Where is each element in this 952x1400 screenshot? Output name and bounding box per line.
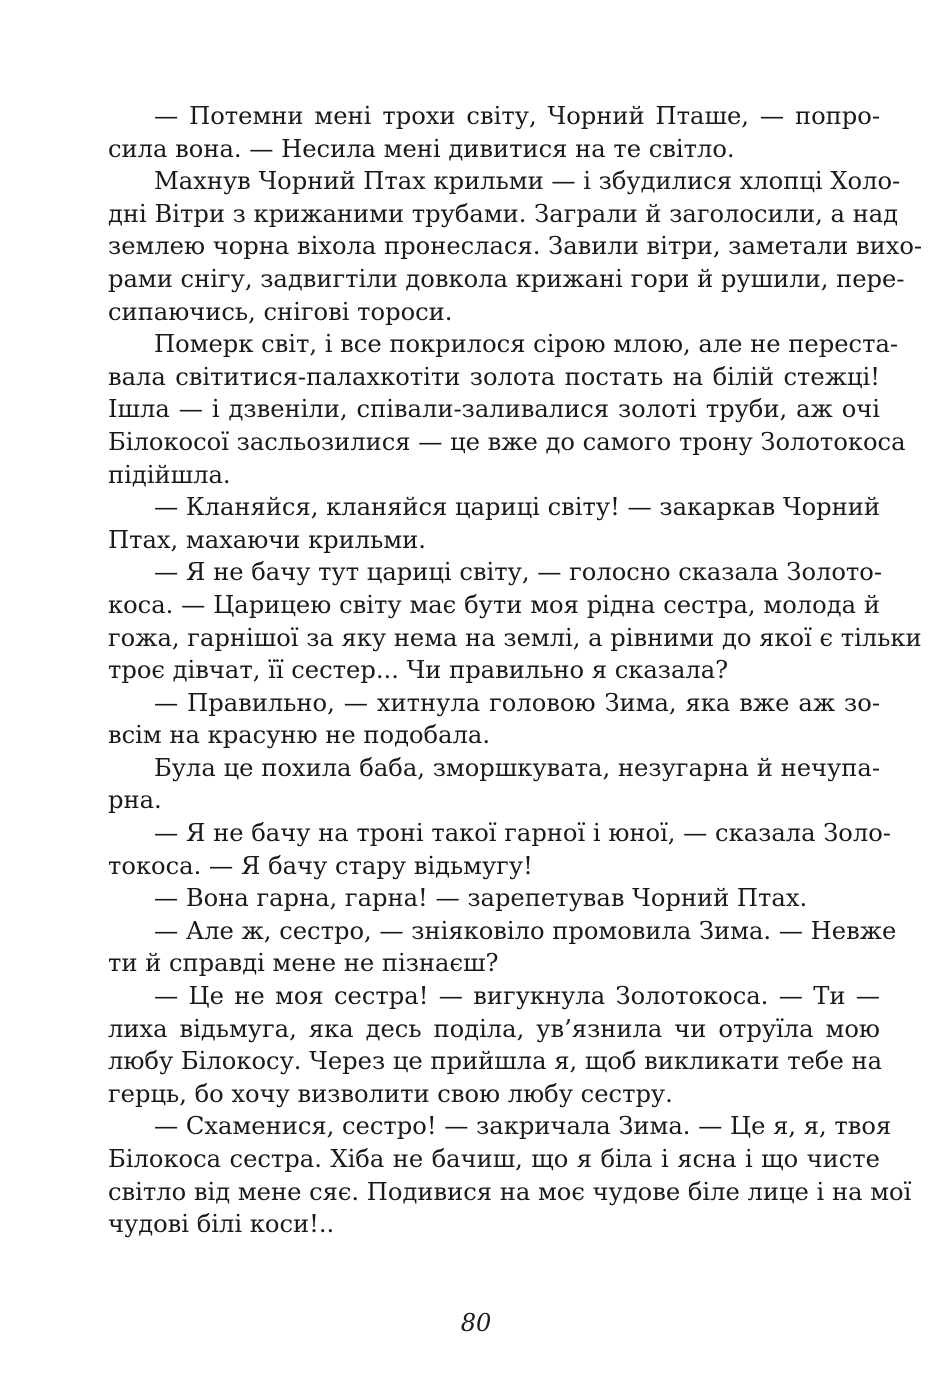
text-line: всім на красуню не подобала. xyxy=(108,721,491,750)
text-line: коса. — Царицею світу має бути моя рідна сестра, молода й xyxy=(108,590,880,619)
text-line: любу Білокосу. Через це прийшла я, щоб викликати тебе на xyxy=(108,1047,883,1076)
text-line: Махнув Чорний Птах крильми — і збудилися хлопці Холо- xyxy=(154,167,901,196)
text-line: — Потемни мені трохи світу, Чорний Пташе, — попро- xyxy=(154,102,880,130)
text-line: чудові білі коси!.. xyxy=(108,1210,335,1239)
paragraph xyxy=(108,1110,912,1240)
text-line: гожа, гарнішої за яку нема на землі, а рівними до якої є тільки xyxy=(108,623,922,652)
paragraph xyxy=(108,165,923,328)
text-line: — Це не моя сестра! — вигукнула Золотокоса. — Ти — xyxy=(154,982,880,1011)
paragraph xyxy=(108,687,880,752)
text-line: сила вона. — Несила мені дивитися на те світло. xyxy=(108,134,735,163)
paragraph xyxy=(108,752,880,817)
text-line: Ішла — і дзвеніли, співали-заливалися золоті труби, аж очі xyxy=(108,395,880,424)
text-line: — Я не бачу тут цариці світу, — голосно сказала Золото- xyxy=(154,558,883,587)
text-line: рна. xyxy=(108,786,162,815)
text-line: рами снігу, задвигтіли довкола крижані гори й рушили, пере- xyxy=(108,264,905,293)
text-line: світло від мене сяє. Подивися на моє чудове біле лице і на мої xyxy=(108,1177,912,1206)
page-number: 80 xyxy=(460,1309,492,1337)
text-line: герць, бо хочу визволити свою любу сестру. xyxy=(108,1079,673,1108)
text-line: дні Вітри з крижаними трубами. Заграли й заголосили, а над xyxy=(108,199,899,228)
page-body xyxy=(108,100,923,1241)
text-line: — Вона гарна, гарна! — зарепетував Чорний Птах. xyxy=(154,884,808,913)
text-line: Померк світ, і все покрилося сірою млою, але не переста- xyxy=(154,330,899,359)
paragraph xyxy=(108,328,906,491)
text-line: Білокоса сестра. Хіба не бачиш, що я біла і ясна і що чисте xyxy=(108,1145,880,1173)
paragraph xyxy=(108,915,897,980)
paragraph xyxy=(108,980,883,1110)
text-line: вала світитися-палахкотіти золота постать на білій стежці! xyxy=(108,362,880,391)
text-line: — Я не бачу на троні такої гарної і юної, — сказала Золо- xyxy=(154,819,891,848)
text-line: Білокосої засльозилися — це вже до самого трону Золотокоса xyxy=(108,427,906,456)
text-line: Була це похила баба, зморшкувата, незугарна й нечупа- xyxy=(154,753,880,782)
text-line: — Схаменися, сестро! — закричала Зима. — Це я, я, твоя xyxy=(154,1112,892,1141)
text-line: Птах, махаючи крильми. xyxy=(108,525,426,554)
text-line: підійшла. xyxy=(108,460,231,489)
paragraph xyxy=(108,491,880,556)
text-line: землею чорна віхола пронеслася. Завили вітри, заметали вихо- xyxy=(108,232,923,261)
text-line: сипаючись, снігові тороси. xyxy=(108,297,453,326)
text-line: токоса. — Я бачу стару відьмугу! xyxy=(108,851,533,880)
paragraph xyxy=(108,100,880,165)
text-line: — Але ж, сестро, — зніяковіло промовила Зима. — Невже xyxy=(154,916,897,945)
paragraph xyxy=(108,556,922,686)
text-line: ти й справді мене не пізнаєш? xyxy=(108,949,499,978)
paragraph xyxy=(108,817,891,882)
text-line: — Правильно, — хитнула головою Зима, яка вже аж зо- xyxy=(154,688,880,717)
paragraph xyxy=(108,882,880,915)
text-line: — Кланяйся, кланяйся цариці світу! — закаркав Чорний xyxy=(154,493,880,522)
text-line: троє дівчат, її сестер... Чи правильно я сказала? xyxy=(108,656,729,685)
text-line: лиха відьмуга, яка десь поділа, ув’язнила чи отруїла мою xyxy=(108,1014,880,1043)
